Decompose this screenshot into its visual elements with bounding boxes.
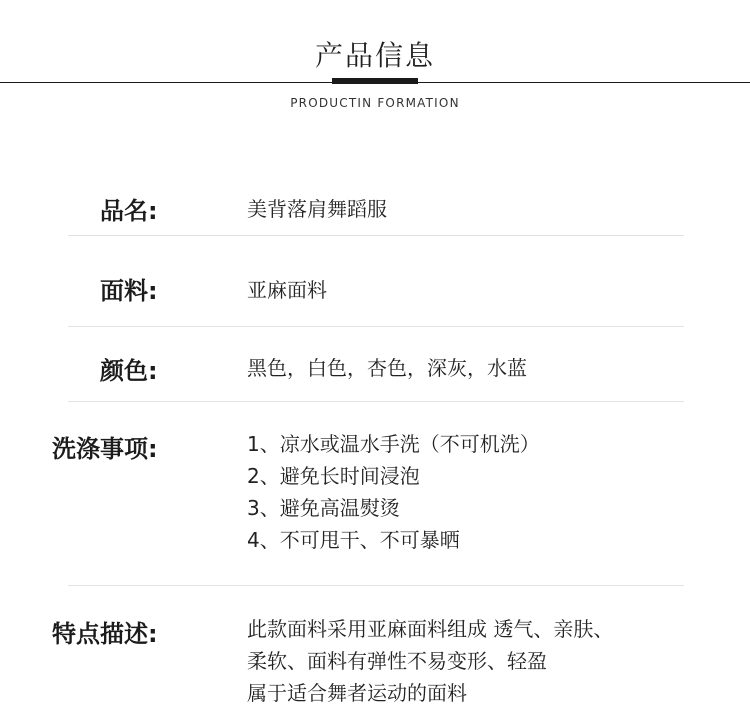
product-name-label: 品名: — [100, 197, 158, 225]
colors-value: 黑色，白色，杏色，深灰，水蓝 — [247, 356, 527, 380]
care-instruction-item: 2、避免长时间浸泡 — [247, 464, 420, 488]
fabric-value: 亚麻面料 — [247, 278, 327, 302]
feature-line: 柔软、面料有弹性不易变形、轻盈 — [247, 649, 547, 673]
row-divider — [68, 235, 684, 236]
title-accent-bar — [332, 78, 418, 84]
features-description — [247, 613, 613, 709]
feature-line: 属于适合舞者运动的面料 — [247, 681, 467, 705]
features-label: 特点描述: — [52, 620, 158, 648]
row-divider — [68, 326, 684, 327]
care-instructions-label: 洗涤事项: — [52, 435, 158, 463]
care-instructions-list — [247, 428, 540, 556]
row-divider — [68, 401, 684, 402]
care-instruction-item: 3、避免高温熨烫 — [247, 496, 400, 520]
colors-label: 颜色: — [100, 357, 158, 385]
fabric-label: 面料: — [100, 277, 158, 305]
care-instruction-item: 1、凉水或温水手洗（不可机洗） — [247, 432, 540, 456]
care-instruction-item: 4、不可甩干、不可暴晒 — [247, 528, 460, 552]
page-title: 产品信息 — [314, 39, 435, 72]
feature-line: 此款面料采用亚麻面料组成 透气、亲肤、 — [247, 617, 614, 641]
page-subtitle: PRODUCTIN FORMATION — [290, 96, 460, 110]
row-divider — [68, 585, 684, 586]
product-name-value: 美背落肩舞蹈服 — [247, 197, 387, 221]
